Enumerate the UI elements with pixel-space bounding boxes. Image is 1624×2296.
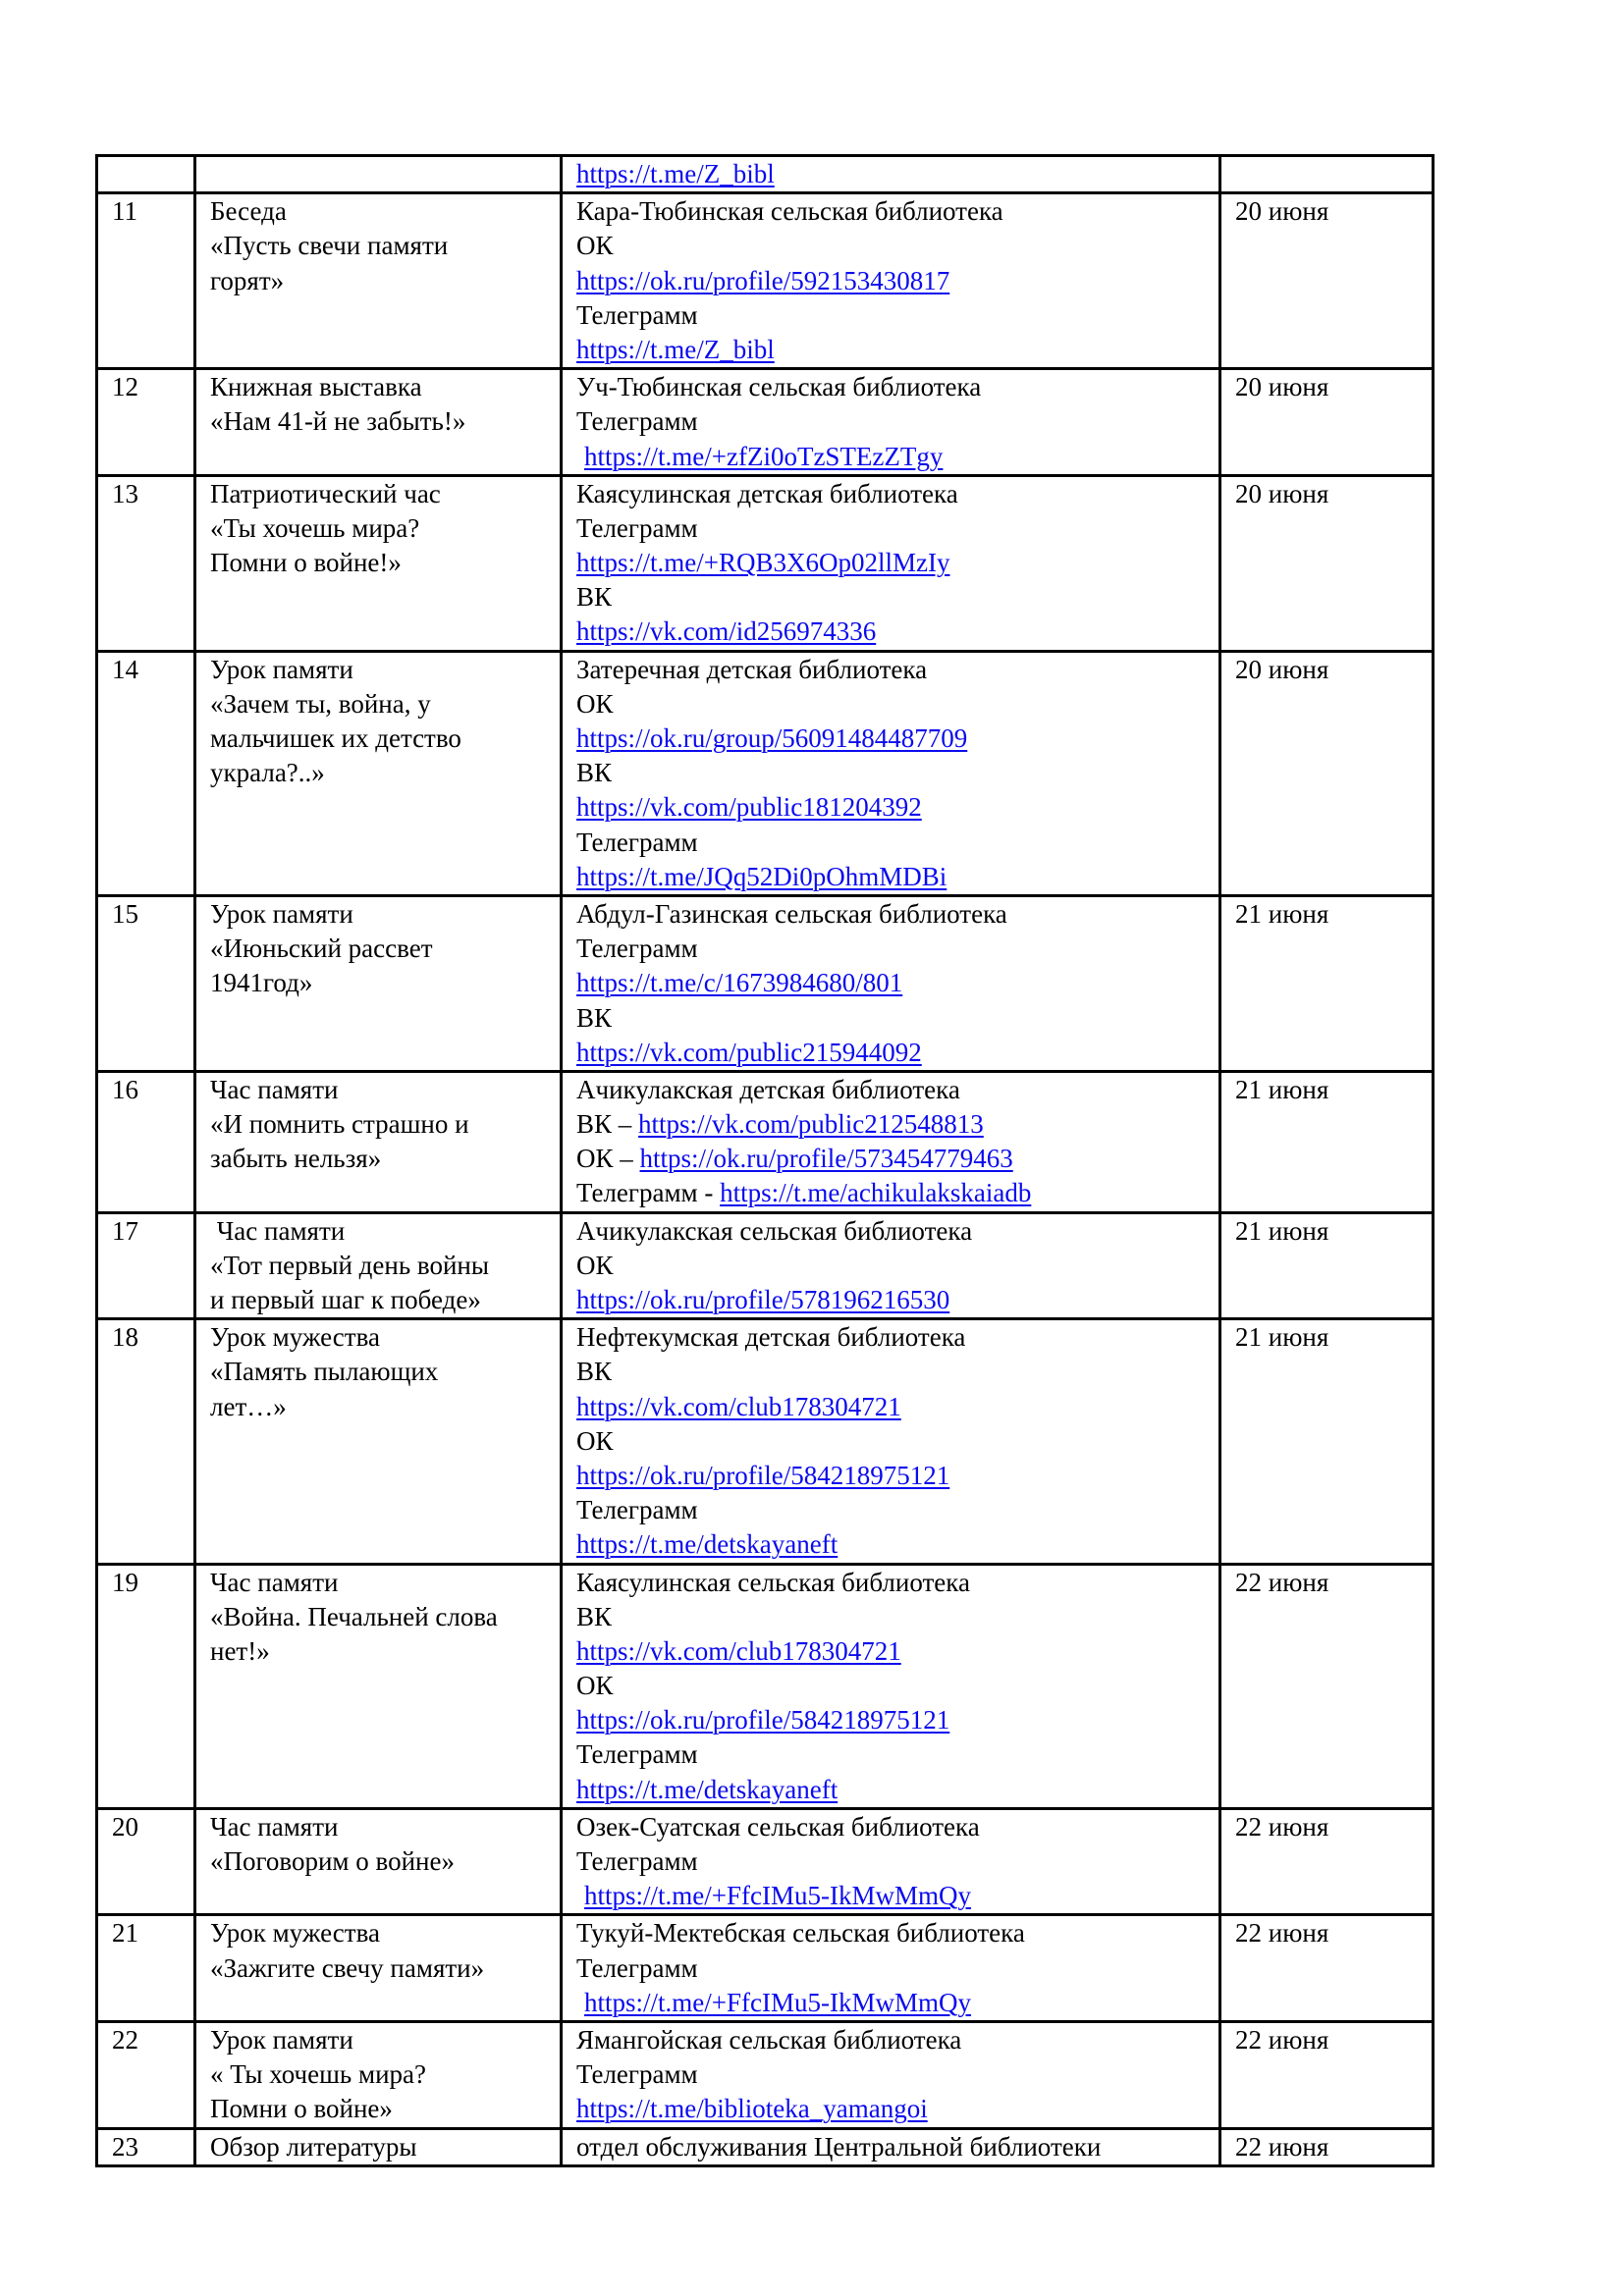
social-link[interactable]: https://t.me/c/1673984680/801 (576, 968, 903, 998)
row-number: 18 (112, 1322, 138, 1353)
platform-label: Телеграмм (576, 1739, 698, 1770)
event-date-cell (1220, 1564, 1434, 1808)
table-row (97, 2021, 1434, 2128)
library-name: Нефтекумская детская библиотека (576, 1322, 966, 1353)
table-row (97, 1564, 1434, 1808)
table-row (97, 156, 1434, 193)
library-name: Затеречная детская библиотека (576, 654, 928, 684)
row-number (112, 157, 193, 191)
link-line (576, 1036, 1218, 1070)
platform-label: Телеграмм (576, 1495, 698, 1525)
library-name: Абдул-Газинская сельская библиотека (576, 898, 1007, 929)
row-number: 15 (112, 898, 138, 929)
event-type: Книжная выставка (210, 372, 422, 402)
social-link[interactable]: https://vk.com/public212548813 (638, 1109, 984, 1140)
event-date: 20 июня (1235, 654, 1329, 684)
event-type: Час памяти (210, 1215, 346, 1246)
event-title-line: забыть нельзя» (210, 1144, 382, 1174)
event-title-line: « Ты хочешь мира? (210, 2059, 426, 2090)
venue-cell (562, 651, 1220, 895)
row-number-cell (97, 1319, 195, 1564)
social-link[interactable]: https://vk.com/club178304721 (576, 1391, 901, 1421)
social-link[interactable]: https://vk.com/id256974336 (576, 616, 877, 647)
event-title-line: нет!» (210, 1635, 270, 1666)
link-line (576, 860, 1218, 894)
venue-cell (562, 156, 1220, 193)
table-row (97, 651, 1434, 895)
library-name: Ачикулакская детская библиотека (576, 1074, 960, 1104)
link-line (576, 1527, 1218, 1562)
link-line (576, 614, 1218, 649)
event-title-line: «Война. Печальней слова (210, 1601, 498, 1631)
platform-label: Телеграмм (576, 2059, 698, 2090)
event-title-line: 1941год» (210, 968, 313, 998)
link-line (576, 2092, 1218, 2126)
event-title-cell (195, 2128, 562, 2165)
social-link[interactable]: https://t.me/biblioteka_yamangoi (576, 2094, 928, 2124)
table-row (97, 1212, 1434, 1319)
event-date: 22 июня (1235, 2131, 1329, 2162)
event-title-line: «Тот первый день войны (210, 1250, 490, 1280)
event-type: Урок мужества (210, 1322, 380, 1353)
venue-cell (562, 2128, 1220, 2165)
venue-cell (562, 895, 1220, 1071)
link-line (576, 1390, 1218, 1424)
link-line (576, 546, 1218, 580)
event-title-cell (195, 895, 562, 1071)
row-number: 19 (112, 1567, 138, 1597)
event-title-cell (195, 193, 562, 369)
event-date-cell (1220, 475, 1434, 651)
venue-cell (562, 1212, 1220, 1319)
link-line (576, 1283, 1218, 1317)
social-link[interactable]: https://vk.com/public181204392 (576, 792, 922, 823)
link-line (576, 333, 1218, 367)
row-number: 11 (112, 196, 137, 227)
event-title-cell (195, 2021, 562, 2128)
social-link[interactable]: https://ok.ru/profile/592153430817 (576, 265, 950, 295)
platform-label: ВК – (576, 1109, 639, 1140)
library-name: Уч-Тюбинская сельская библиотека (576, 372, 982, 402)
link-line (576, 440, 1218, 474)
platform-label: Телеграмм (576, 934, 698, 964)
event-title-cell (195, 651, 562, 895)
event-date: 22 июня (1235, 2024, 1329, 2055)
platform-label: Телеграмм (576, 1952, 698, 1983)
platform-label: Телеграмм (576, 299, 698, 330)
social-link[interactable]: https://t.me/achikulakskaiadb (720, 1178, 1032, 1208)
event-date: 20 июня (1235, 372, 1329, 402)
table-row (97, 1915, 1434, 2022)
social-link[interactable]: https://ok.ru/profile/573454779463 (639, 1144, 1013, 1174)
venue-cell (562, 1319, 1220, 1564)
venue-cell (562, 1564, 1220, 1808)
platform-label: ОК (576, 1425, 614, 1456)
venue-cell (562, 1915, 1220, 2022)
platform-label: ОК (576, 688, 614, 719)
social-link[interactable]: https://vk.com/public215944092 (576, 1037, 922, 1067)
event-type: Час памяти (210, 1074, 339, 1104)
table-row (97, 895, 1434, 1071)
row-number: 17 (112, 1215, 138, 1246)
row-number-cell (97, 156, 195, 193)
event-date: 20 июня (1235, 478, 1329, 508)
event-date: 21 июня (1235, 1215, 1329, 1246)
platform-label: Телеграмм (576, 827, 698, 857)
social-link[interactable]: https://t.me/+RQB3X6Op02llMzIy (576, 548, 950, 578)
event-date-cell (1220, 895, 1434, 1071)
row-number-cell (97, 1915, 195, 2022)
event-date: 22 июня (1235, 1567, 1329, 1597)
event-title-cell (195, 1319, 562, 1564)
social-link[interactable]: https://t.me/Z_bibl (576, 159, 775, 188)
platform-label: ВК (576, 1601, 613, 1631)
row-number: 23 (112, 2131, 138, 2162)
platform-label: ВК (576, 582, 613, 613)
row-number: 21 (112, 1918, 138, 1949)
event-title-line: лет…» (210, 1391, 287, 1421)
event-title-line: горят» (210, 265, 285, 295)
event-title-cell (195, 475, 562, 651)
event-date-cell (1220, 193, 1434, 369)
social-link[interactable]: https://t.me/+zfZi0oTzSTEzZTgy (584, 441, 944, 471)
platform-link-line (576, 1176, 1218, 1210)
row-number: 14 (112, 654, 138, 684)
event-title-line: «Пусть свечи памяти (210, 231, 449, 261)
table-row (97, 369, 1434, 476)
event-date-cell (1220, 1808, 1434, 1915)
row-number-cell (97, 369, 195, 476)
event-type: Урок мужества (210, 1918, 380, 1949)
event-date-cell (1220, 369, 1434, 476)
row-number-cell (97, 651, 195, 895)
event-date: 22 июня (1235, 1811, 1329, 1842)
table-row (97, 1319, 1434, 1564)
platform-label: ОК – (576, 1144, 640, 1174)
row-number-cell (97, 1071, 195, 1212)
social-link[interactable]: https://t.me/+FfcIMu5-IkMwMmQy (584, 1881, 971, 1911)
event-date: 21 июня (1235, 1322, 1329, 1353)
row-number-cell (97, 1212, 195, 1319)
library-name: Ачикулакская сельская библиотека (576, 1215, 973, 1246)
event-date-cell (1220, 2021, 1434, 2128)
platform-link-line (576, 1142, 1218, 1176)
platform-label: ВК (576, 1002, 613, 1033)
event-title-line: «Память пылающих (210, 1357, 439, 1387)
row-number: 20 (112, 1811, 138, 1842)
link-line (576, 1879, 1218, 1913)
social-link[interactable]: https://t.me/detskayaneft (576, 1774, 839, 1804)
event-date-cell (1220, 156, 1434, 193)
event-title-cell (195, 369, 562, 476)
platform-label: ОК (576, 231, 614, 261)
social-link[interactable]: https://t.me/JQq52Di0pOhmMDBi (576, 861, 947, 891)
event-type: Обзор литературы (210, 2131, 417, 2162)
social-link[interactable]: https://t.me/detskayaneft (576, 1529, 839, 1560)
event-date-cell (1220, 2128, 1434, 2165)
table-row (97, 193, 1434, 369)
platform-label: Телеграмм - (576, 1178, 721, 1208)
event-title-cell (195, 1212, 562, 1319)
table-row (97, 475, 1434, 651)
event-type: Урок памяти (210, 898, 353, 929)
event-type: Урок памяти (210, 654, 353, 684)
event-date-cell (1220, 1071, 1434, 1212)
platform-label: ОК (576, 1671, 614, 1701)
social-link[interactable]: https://ok.ru/profile/578196216530 (576, 1285, 950, 1314)
row-number: 16 (112, 1074, 138, 1104)
event-title-cell (195, 1808, 562, 1915)
library-name: Ямангойская сельская библиотека (576, 2024, 962, 2055)
event-title-line: Помни о войне!» (210, 548, 402, 578)
event-date (1235, 157, 1432, 191)
link-line (576, 1986, 1218, 2020)
social-link[interactable]: https://vk.com/club178304721 (576, 1635, 901, 1666)
social-link[interactable]: https://t.me/Z_bibl (576, 334, 775, 364)
event-title-cell (195, 1564, 562, 1808)
row-number-cell (97, 2021, 195, 2128)
event-title-line: и первый шаг к победе» (210, 1285, 481, 1314)
event-title-line: «И помнить страшно и (210, 1109, 469, 1140)
link-line (576, 264, 1218, 298)
venue-cell (562, 2021, 1220, 2128)
event-title-line: «Поговорим о войне» (210, 1846, 455, 1876)
events-table-body (97, 156, 1434, 2166)
library-name: отдел обслуживания Центральной библиотеки (576, 2131, 1102, 2162)
row-number: 22 (112, 2024, 138, 2055)
link-line (576, 1773, 1218, 1807)
row-number: 12 (112, 372, 138, 402)
row-number-cell (97, 1808, 195, 1915)
event-title-line: «Ты хочешь мира? (210, 512, 420, 543)
event-date: 20 июня (1235, 196, 1329, 227)
platform-label: ВК (576, 1357, 613, 1387)
library-name: Каясулинская сельская библиотека (576, 1567, 970, 1597)
row-number-cell (97, 2128, 195, 2165)
library-name: Каясулинская детская библиотека (576, 478, 958, 508)
social-link[interactable]: https://t.me/+FfcIMu5-IkMwMmQy (584, 1987, 971, 2017)
table-row (97, 1808, 1434, 1915)
link-line (576, 157, 1218, 191)
event-title-cell (195, 1071, 562, 1212)
social-link[interactable]: https://ok.ru/group/56091484487709 (576, 723, 968, 753)
table-row (97, 1071, 1434, 1212)
event-type: Патриотический час (210, 478, 441, 508)
event-date: 21 июня (1235, 1074, 1329, 1104)
library-name: Озек-Суатская сельская библиотека (576, 1811, 980, 1842)
library-name: Кара-Тюбинская сельская библиотека (576, 196, 1003, 227)
event-date: 21 июня (1235, 898, 1329, 929)
platform-label: Телеграмм (576, 512, 698, 543)
link-line (576, 721, 1218, 756)
row-number-cell (97, 193, 195, 369)
library-name: Тукуй-Мектебская сельская библиотека (576, 1918, 1025, 1949)
event-date: 22 июня (1235, 1918, 1329, 1949)
event-type: Беседа (210, 196, 287, 227)
platform-label: Телеграмм (576, 1846, 698, 1876)
platform-label: Телеграмм (576, 406, 698, 437)
event-title-line: «Зачем ты, война, у (210, 688, 431, 719)
venue-cell (562, 369, 1220, 476)
event-type: Урок памяти (210, 2024, 353, 2055)
platform-link-line (576, 1107, 1218, 1142)
row-number-cell (97, 895, 195, 1071)
event-date-cell (1220, 651, 1434, 895)
venue-cell (562, 1071, 1220, 1212)
event-title-line: «Нам 41-й не забыть!» (210, 406, 466, 437)
event-type: Час памяти (210, 1811, 339, 1842)
platform-label: ОК (576, 1250, 614, 1280)
event-date-cell (1220, 1319, 1434, 1564)
platform-label: ВК (576, 758, 613, 788)
link-line (576, 966, 1218, 1000)
link-line (576, 1634, 1218, 1669)
table-row (97, 2128, 1434, 2165)
row-number-cell (97, 1564, 195, 1808)
social-link[interactable]: https://ok.ru/profile/584218975121 (576, 1705, 950, 1735)
social-link[interactable]: https://ok.ru/profile/584218975121 (576, 1460, 950, 1490)
venue-cell (562, 193, 1220, 369)
event-date-cell (1220, 1212, 1434, 1319)
link-line (576, 1703, 1218, 1737)
venue-cell (562, 1808, 1220, 1915)
event-title-line: Помни о войне» (210, 2094, 393, 2124)
venue-cell (562, 475, 1220, 651)
link-line (576, 1459, 1218, 1493)
event-type: Час памяти (210, 1567, 339, 1597)
event-title-line: украла?..» (210, 758, 325, 788)
row-number-cell (97, 475, 195, 651)
event-date-cell (1220, 1915, 1434, 2022)
row-number: 13 (112, 478, 138, 508)
events-table (95, 154, 1435, 2167)
link-line (576, 790, 1218, 825)
event-title-line: «Июньский рассвет (210, 934, 433, 964)
event-title-cell (195, 1915, 562, 2022)
event-title-line: «Зажгите свечу памяти» (210, 1952, 485, 1983)
event-title-line: мальчишек их детство (210, 723, 461, 753)
event-title-cell (195, 156, 562, 193)
